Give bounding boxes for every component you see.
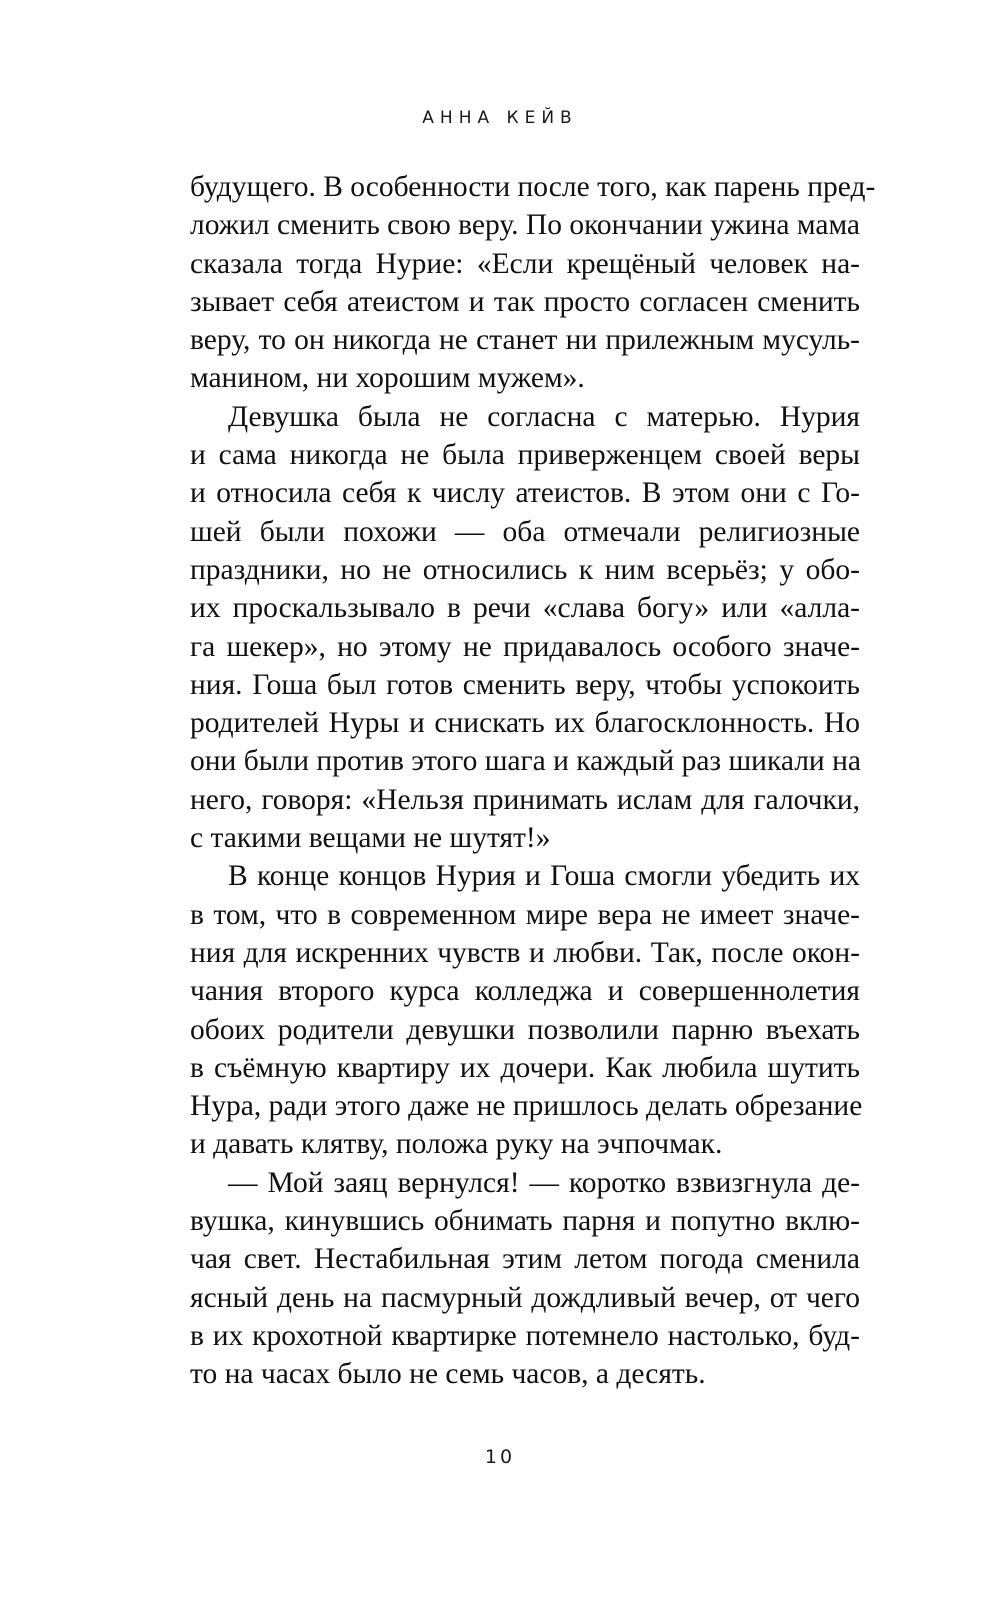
text-line: и сама никогда не была приверженцем своей веры (190, 439, 860, 472)
text-line: и относила себя к числу атеистов. В этом они с Го- (190, 477, 860, 510)
text-line: ния. Гоша был готов сменить веру, чтобы успокоить (190, 668, 860, 701)
text-line: они были против этого шага и каждый раз шикали на (190, 745, 861, 778)
text-line: ясный день на пасмурный дождливый вечер, от чего (190, 1281, 860, 1314)
text-line: манином, ни хорошим мужем». (190, 362, 585, 395)
paragraph (190, 398, 860, 858)
text-line: и давать клятву, положа руку на эчпочмак. (190, 1128, 723, 1161)
text-line: будущего. В особенности после того, как парень пред- (190, 171, 876, 203)
body-text (190, 168, 876, 1394)
text-line: ложил сменить свою веру. По окончании ужина мама (190, 209, 861, 242)
text-line: в их крохотной квартирке потемнело настолько, буд- (190, 1319, 860, 1352)
text-line: с такими вещами не шутят!» (190, 822, 551, 855)
paragraph (190, 168, 876, 398)
text-line: га шекер», но этому не придавалось особого значе- (190, 630, 860, 663)
text-line: В конце концов Нурия и Гоша смогли убедить их (228, 860, 860, 893)
text-line: зывает себя атеистом и так просто согласен сменить (190, 285, 860, 318)
paragraph (190, 857, 863, 1163)
text-line: Девушка была не согласна с матерью. Нурия (228, 400, 860, 433)
text-line: чания второго курса колледжа и совершеннолетия (190, 975, 860, 1008)
text-line: обоих родители девушки позволили парню въехать (190, 1013, 860, 1046)
text-line: веру, то он никогда не станет ни прилежным мусуль- (190, 324, 860, 357)
paragraph (190, 1164, 860, 1394)
text-line: вушка, кинувшись обнимать парня и попутно вклю- (190, 1205, 860, 1238)
text-line: праздники, но не относились к ним всерьёз; у обо- (190, 553, 860, 586)
text-line: в съёмную квартиру их дочери. Как любила шутить (190, 1051, 860, 1084)
text-line: него, говоря: «Нельзя принимать ислам для галочки, (190, 783, 860, 816)
page-number: 10 (484, 1446, 516, 1468)
text-line: в том, что в современном мире вера не имеет значе- (190, 898, 860, 931)
text-line: Нура, ради этого даже не пришлось делать обрезание (190, 1090, 863, 1123)
text-line: — Мой заяц вернулся! — коротко взвизгнула де- (228, 1166, 860, 1199)
text-line: родителей Нуры и снискать их благосклонность. Но (190, 707, 860, 740)
text-line: то на часах было не семь часов, а десять. (190, 1358, 706, 1391)
text-line: сказала тогда Нурие: «Если крещёный человек на- (190, 247, 860, 280)
running-header-author: АННА КЕЙВ (422, 108, 578, 128)
text-line: чая свет. Нестабильная этим летом погода сменила (190, 1243, 860, 1276)
text-line: их проскальзывало в речи «слава богу» или «алла- (190, 592, 860, 625)
text-line: шей были похожи — оба отмечали религиозные (190, 515, 860, 548)
text-line: ния для искренних чувств и любви. Так, после окон- (190, 936, 860, 969)
